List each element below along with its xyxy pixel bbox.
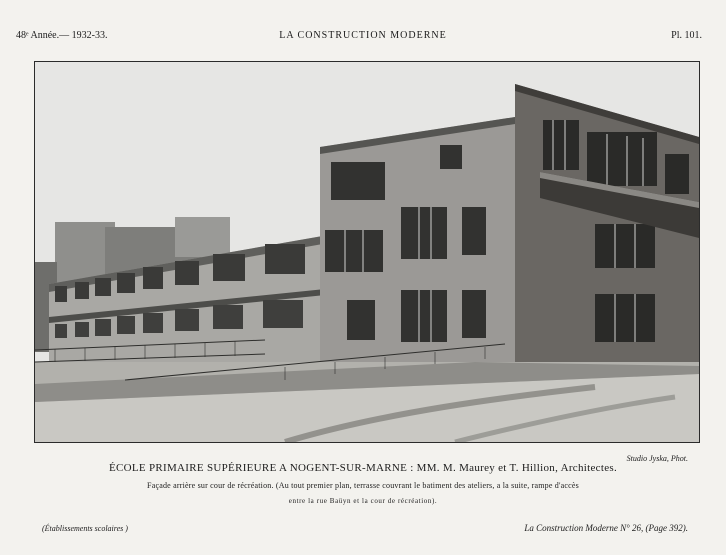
caption-description-line2: entre la rue Baüyn et la cour de récréation). bbox=[288, 497, 438, 505]
journal-title: LA CONSTRUCTION MODERNE bbox=[279, 30, 447, 41]
caption-description-line1: Façade arrière sur cour de récréation. (Au tout premier plan, terrasse couvrant le batiment des ateliers, a la suite, rampe d'accès bbox=[147, 481, 579, 490]
caption-title: ÉCOLE PRIMAIRE SUPÉRIEURE A NOGENT-SUR-MARNE : MM. M. Maurey et T. Hillion, Architectes. bbox=[108, 462, 618, 474]
photo-credit: Studio Jyska, Phot. bbox=[626, 454, 688, 463]
section-category: (Établissements scolaires ) bbox=[42, 524, 128, 533]
page-header bbox=[0, 30, 726, 46]
building-photograph bbox=[34, 61, 700, 443]
plate-number: Pl. 101. bbox=[671, 30, 702, 41]
school-building-illustration bbox=[35, 62, 699, 442]
volume-year: 48ᵉ Année.— 1932-33. bbox=[16, 30, 108, 41]
page-reference: La Construction Moderne N° 26, (Page 392). bbox=[524, 523, 688, 533]
